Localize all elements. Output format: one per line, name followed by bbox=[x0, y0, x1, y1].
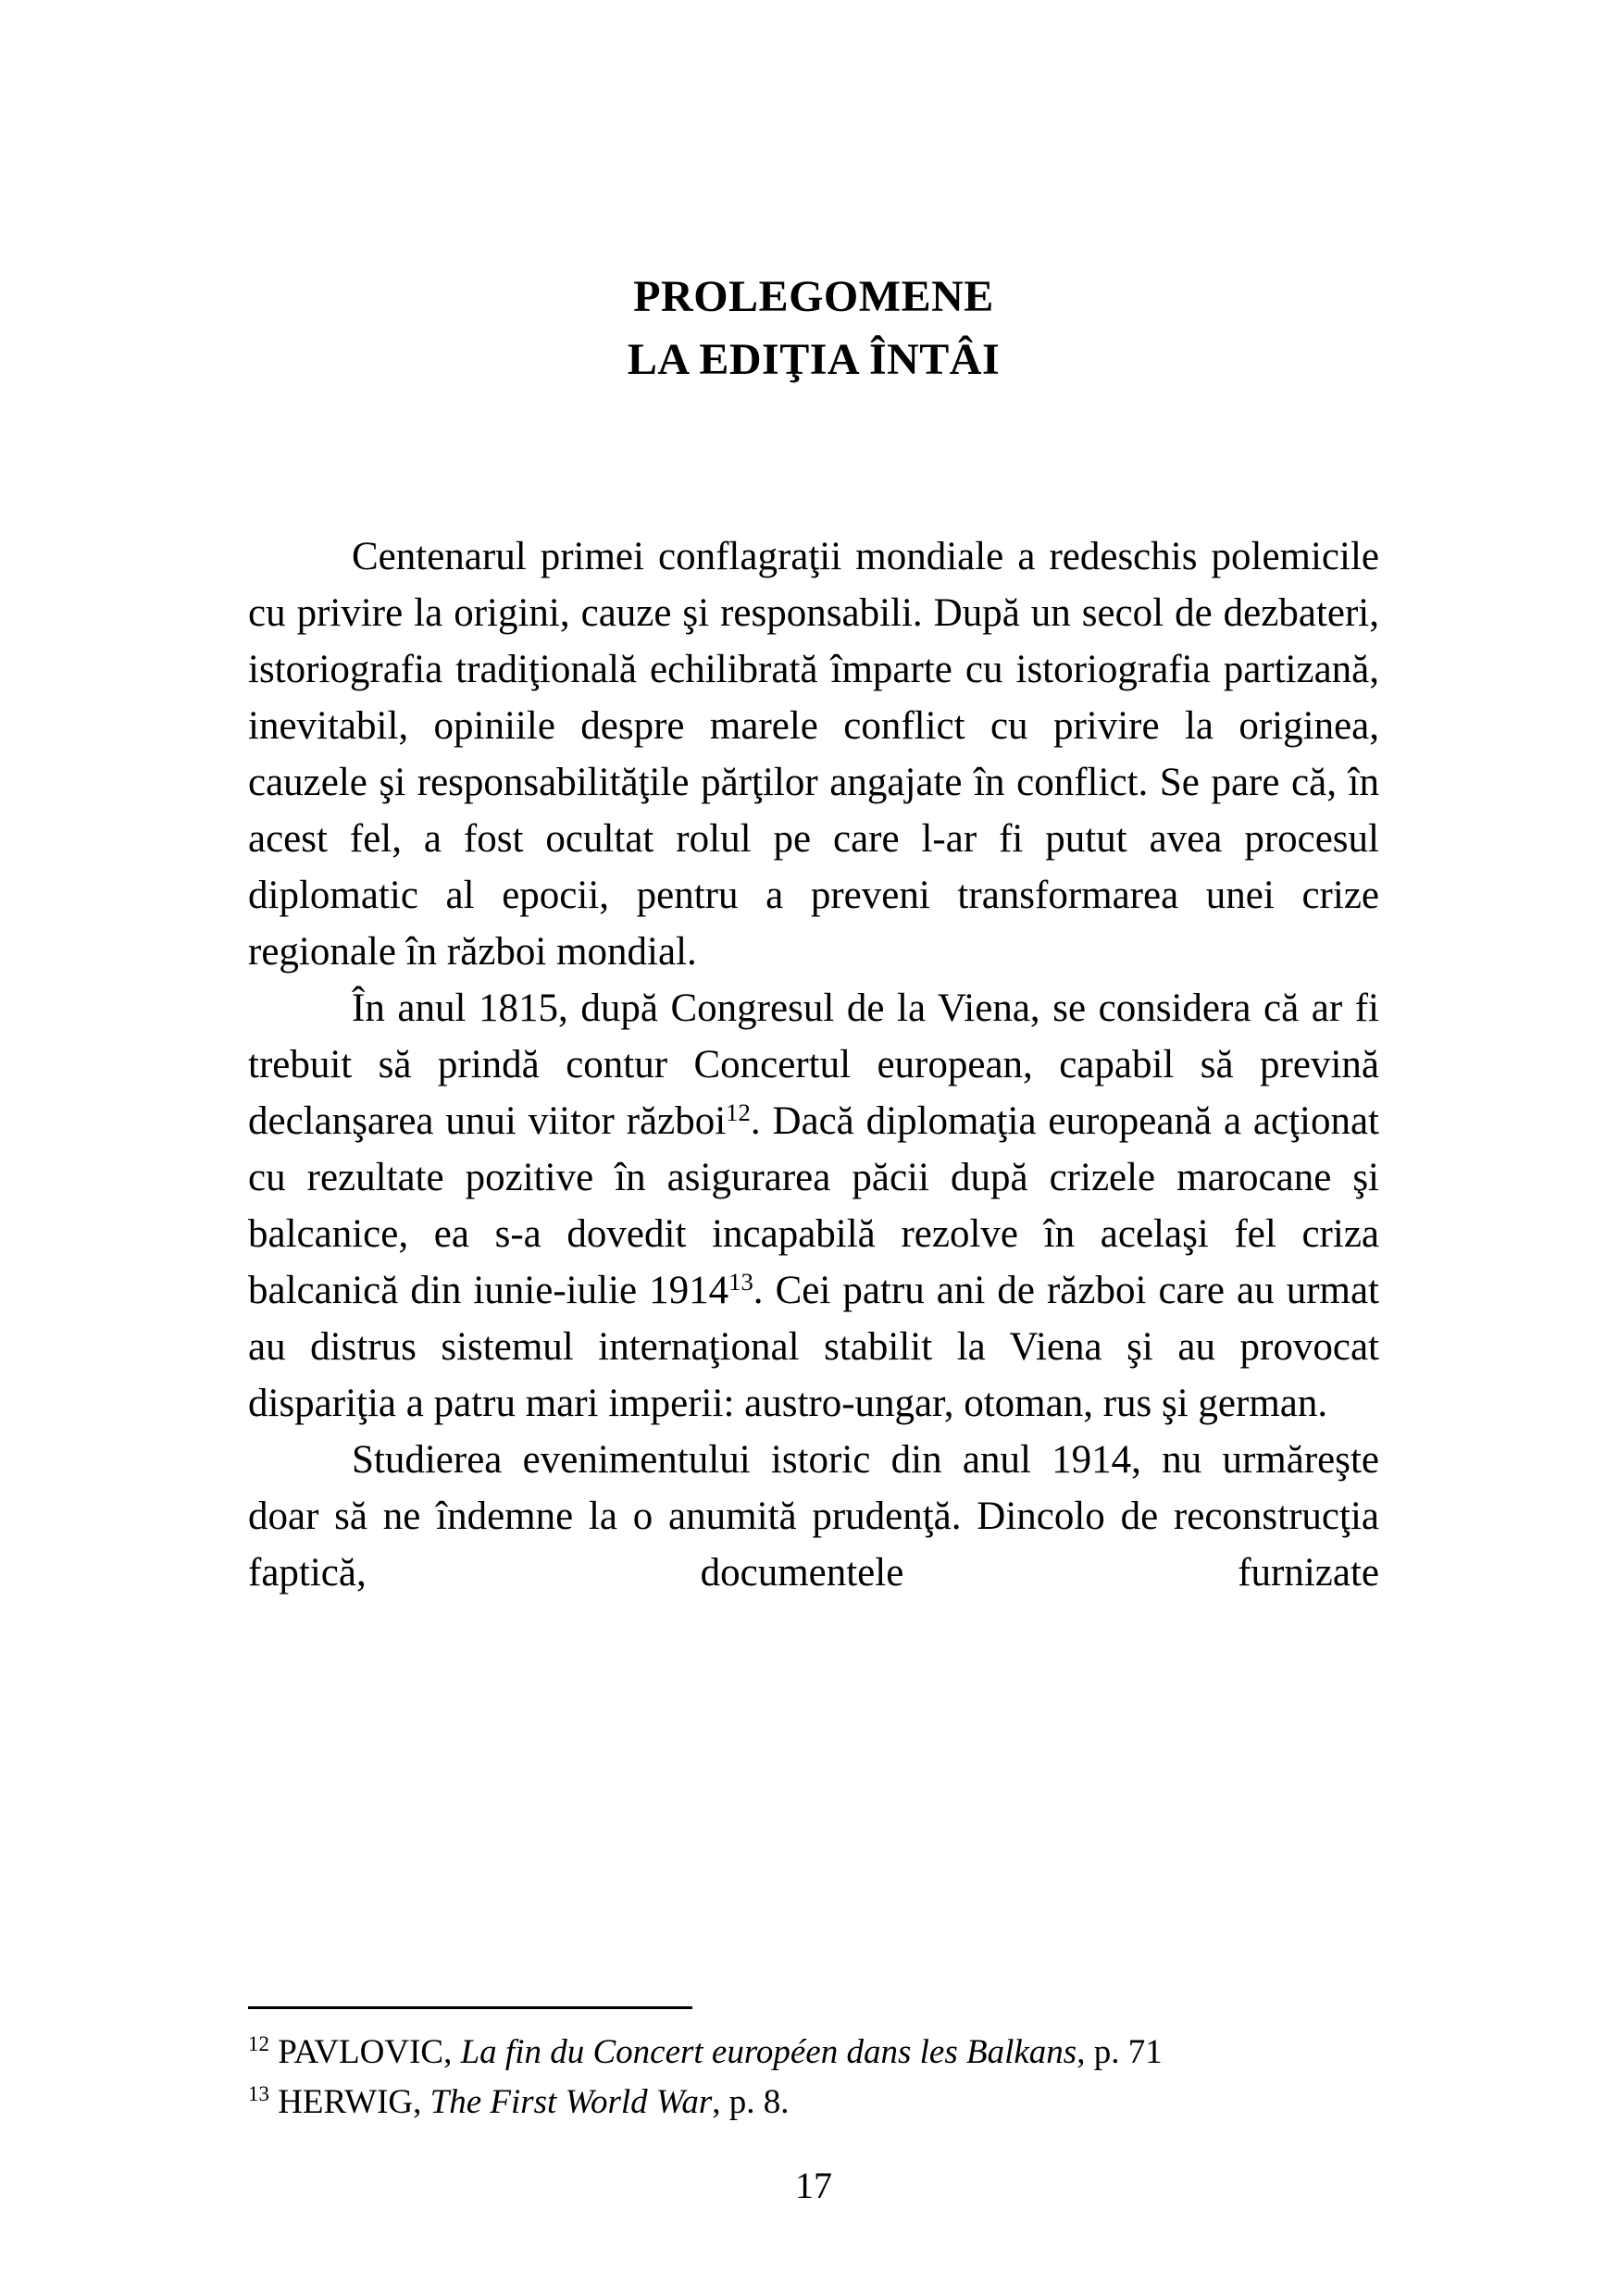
footnote-13-number: 13 bbox=[248, 2082, 269, 2106]
chapter-title bbox=[248, 266, 1379, 391]
footnote-12-work-title: La fin du Concert européen dans les Balkans bbox=[460, 2033, 1077, 2071]
paragraph-1: Centenarul primei conflagraţii mondiale a redeschis polemicile cu privire la origini, cauze şi responsabili. După un secol de dezbateri, istoriografia tradiţională echilibrată împarte cu istoriografia partizană, inevitabil, opiniile despre marele conflict cu privire la originea, cauzele şi responsabilităţile părţilor angajate în conflict. Se pare că, în acest fel, a fost ocultat rolul pe care l-ar fi putut avea procesul diplomatic al epocii, pentru a preveni transformarea unei crize regionale în război mondial. bbox=[248, 535, 1379, 974]
paragraph-3: Studierea evenimentului istoric din anul 1914, nu urmăreşte doar să ne îndemne la o anumită prudenţă. Dincolo de reconstrucţia faptică, documentele furnizate bbox=[248, 1438, 1379, 1595]
footnote-12-number: 12 bbox=[248, 2032, 269, 2056]
footnote-12-page-ref: , p. 71 bbox=[1077, 2033, 1163, 2071]
footnotes-section bbox=[248, 2006, 1379, 2128]
footnote-reference-12: 12 bbox=[726, 1098, 751, 1126]
footnote-reference-13: 13 bbox=[728, 1267, 753, 1296]
footnote-12 bbox=[248, 2028, 1379, 2078]
footnote-12-author: PAVLOVIC, bbox=[268, 2033, 461, 2071]
paragraph-2-segment-2: . Dacă diplomaţia europeană a acţionat cu rezultate pozitive în asigurarea păcii după crizele marocane şi balcanice, ea s-a dovedit incapabilă rezolve în acelaşi fel criza balcanică din iunie-iulie 1914 bbox=[248, 1099, 1379, 1313]
footnote-13-page-ref: , p. 8. bbox=[712, 2083, 790, 2121]
paragraph-2 bbox=[248, 980, 1379, 1432]
page-number: 17 bbox=[795, 2165, 832, 2206]
footnote-13-author: HERWIG, bbox=[268, 2083, 430, 2121]
footnote-separator-rule bbox=[248, 2006, 692, 2009]
chapter-title-line-1: PROLEGOMENE bbox=[633, 272, 994, 321]
body-text bbox=[248, 528, 1379, 1601]
footnote-13 bbox=[248, 2078, 1379, 2128]
paragraph-2-segment-3: . Cei patru ani de război care au urmat au distrus sistemul internaţional stabilit la Viena şi au provocat dispariţia a patru mari imperii: austro-ungar, otoman, rus şi german. bbox=[248, 1269, 1379, 1426]
chapter-title-line-2: LA EDIŢIA ÎNTÂI bbox=[627, 335, 1001, 385]
footnote-13-work-title: The First World War bbox=[429, 2083, 713, 2121]
paragraph-2-segment-1: În anul 1815, după Congresul de la Viena, se considera că ar fi trebuit să prindă contur Concertul european, capabil să prevină declanşarea unui viitor război bbox=[248, 987, 1379, 1144]
